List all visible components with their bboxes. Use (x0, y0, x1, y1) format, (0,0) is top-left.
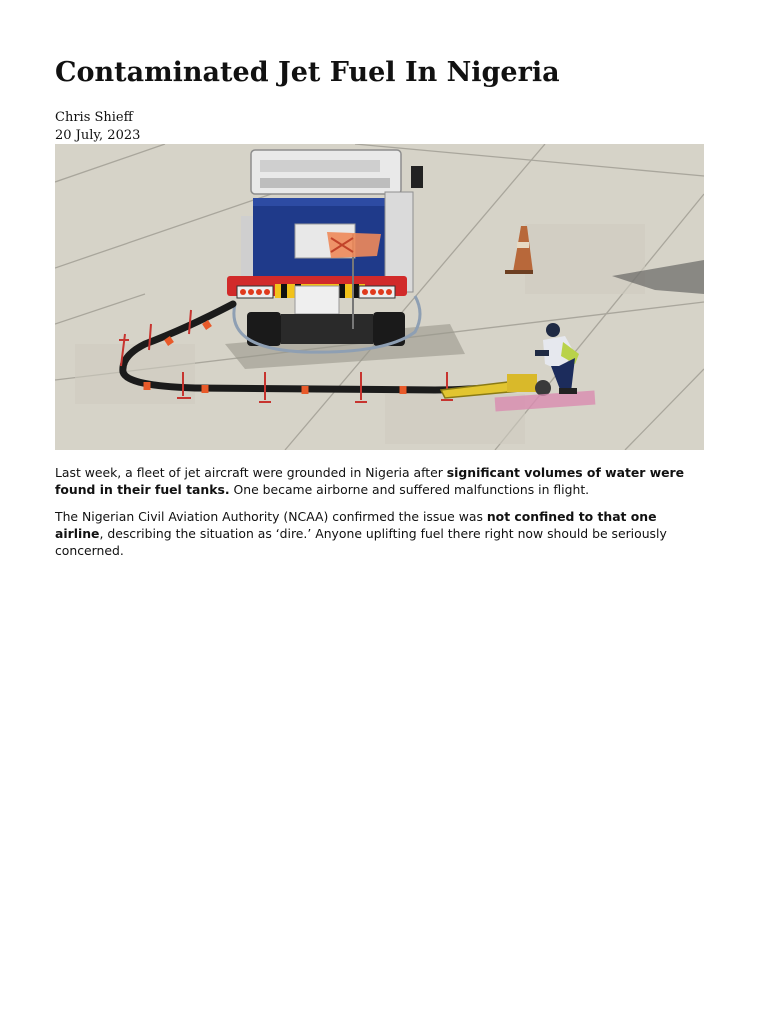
article-paragraph-1: Last week, a fleet of jet aircraft were grounded in Nigeria after significant volumes of water were found in their fuel tanks. One became airborne and suffered malfunctions in flight. (55, 465, 685, 497)
article-body (55, 464, 705, 569)
fuel-truck-photo (55, 144, 704, 450)
author-name: Chris Shieff (55, 110, 133, 125)
fuel-truck (227, 150, 423, 346)
byline (55, 109, 140, 145)
warning-flag (327, 232, 381, 258)
emphasis-text: significant volumes of water were found in their fuel tanks. (55, 465, 685, 497)
article-paragraph-2: The Nigerian Civil Aviation Authority (NCAA) confirmed the issue was not confined to that one airline, describing the situation as ‘dire.’ Anyone uplifting fuel there right now should be seriously concerned. (55, 509, 667, 558)
publish-date: 20 July, 2023 (55, 128, 141, 143)
emphasis-text: not confined to that one airline (55, 509, 657, 541)
truck-mirror (411, 166, 423, 188)
article-title: Contaminated Jet Fuel In Nigeria (55, 57, 560, 88)
worker-head (546, 323, 560, 337)
